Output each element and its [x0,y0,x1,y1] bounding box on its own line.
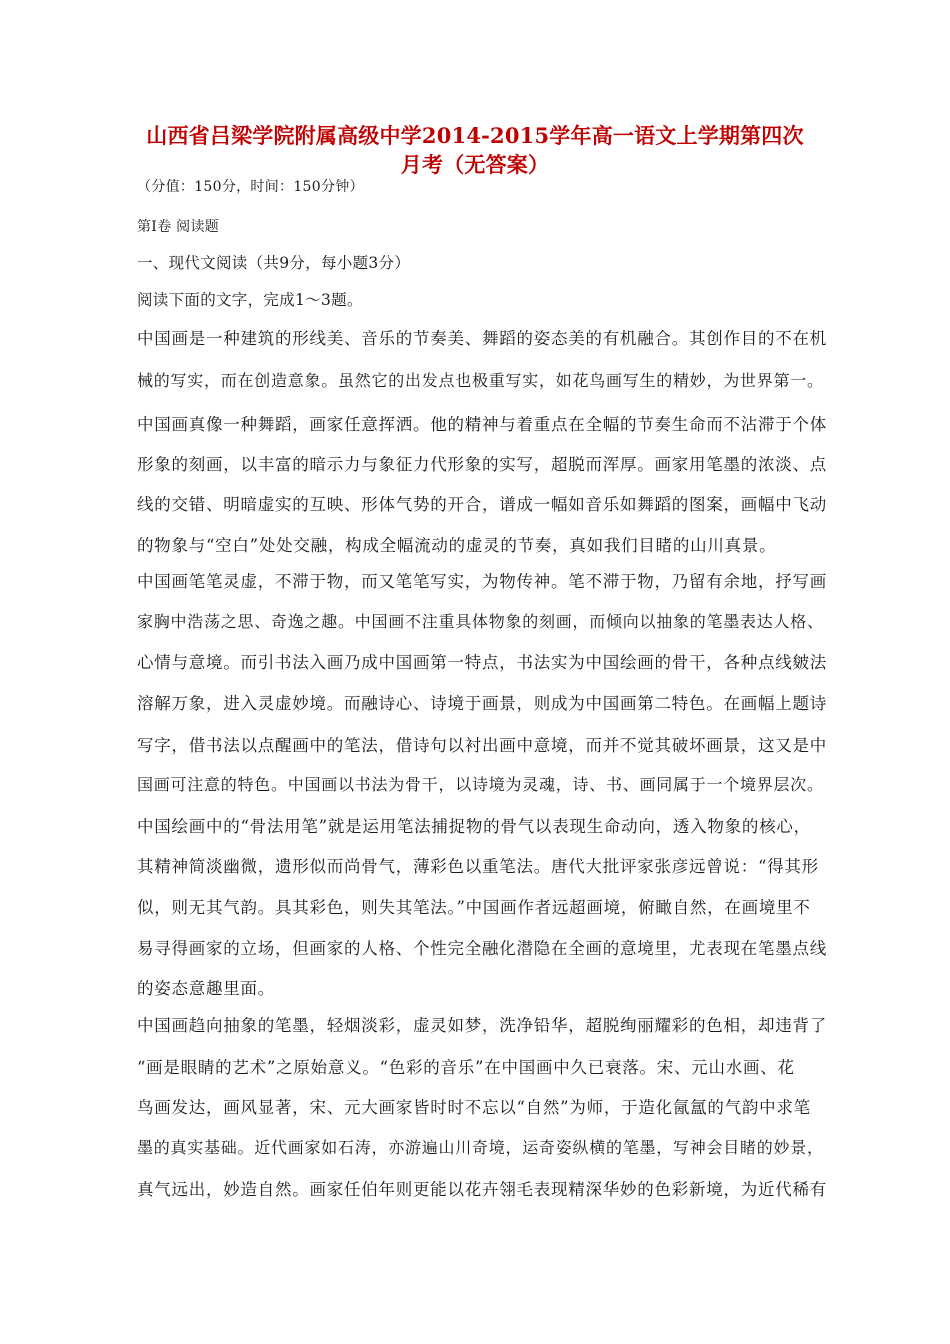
paragraph-line: 写字，借书法以点醒画中的笔法，借诗句以衬出画中意境，而并不觉其破坏画景，这又是中 [137,736,827,755]
paragraph-line: 鸟画发达，画风显著，宋、元大画家皆时时不忘以“自然”为师，于造化氤氲的气韵中求笔 [137,1098,811,1117]
paragraph-line: 溶解万象，进入灵虚妙境。而融诗心、诗境于画景，则成为中国画第二特色。在画幅上题诗 [137,694,827,713]
paragraph-line: 易寻得画家的立场，但画家的人格、个性完全融化潜隐在全画的意境里，尤表现在笔墨点线 [137,939,827,958]
paragraph-line: 真气远出，妙造自然。画家任伯年则更能以花卉翎毛表现精深华妙的色彩新境，为近代稀有 [137,1180,827,1199]
paragraph-line: 中国画趋向抽象的笔墨，轻烟淡彩，虚灵如梦，洗净铅华，超脱绚丽耀彩的色相，却违背了 [137,1016,827,1035]
part-heading: 第Ⅰ卷 阅读题 [137,219,220,235]
reading-instruction: 阅读下面的文字，完成1～3题。 [137,291,363,309]
section-heading: 一、现代文阅读（共9分，每小题3分） [137,254,411,272]
paragraph-line: 械的写实，而在创造意象。虽然它的出发点也极重写实，如花鸟画写生的精妙，为世界第一。 [137,371,824,390]
paragraph-line: 似，则无其气韵。具其彩色，则失其笔法。”中国画作者远超画境，俯瞰自然，在画境里不 [137,898,811,917]
title-line: 山西省吕梁学院附属高级中学2014-2015学年高一语文上学期第四次 [146,123,804,148]
paragraph-line: 中国绘画中的“骨法用笔”就是运用笔法捕捉物的骨气以表现生命动向，透入物象的核心， [137,817,811,836]
paragraph-line: 家胸中浩荡之思、奇逸之趣。中国画不注重具体物象的刻画，而倾向以抽象的笔墨表达人格、 [137,612,824,631]
paragraph-line: 国画可注意的特色。中国画以书法为骨干，以诗境为灵魂，诗、书、画同属于一个境界层次。 [137,775,824,794]
paragraph-line: 的物象与“空白”处处交融，构成全幅流动的虚灵的节奏，真如我们目睹的山川真景。 [137,536,777,555]
paragraph-line: 中国画是一种建筑的形线美、音乐的节奏美、舞蹈的姿态美的有机融合。其创作目的不在机 [137,329,827,348]
paragraph-line: 形象的刻画，以丰富的暗示力与象征力代形象的实写，超脱而浑厚。画家用笔墨的浓淡、点 [137,455,827,474]
paragraph-line: 其精神简淡幽微，遗形似而尚骨气，薄彩色以重笔法。唐代大批评家张彦远曾说：“得其形 [137,857,819,876]
paragraph-line: 中国画笔笔灵虚，不滞于物，而又笔笔写实，为物传神。笔不滞于物，乃留有余地，抒写画 [137,572,827,591]
paragraph-line: 墨的真实基础。近代画家如石涛，亦游遍山川奇境，运奇姿纵横的笔墨，写神会目睹的妙景， [137,1138,824,1157]
paragraph-line: 的姿态意趣里面。 [137,979,275,998]
paragraph-line: “画是眼睛的艺术”之原始意义。“色彩的音乐”在中国画中久已衰落。宋、元山水画、花 [137,1058,795,1077]
paragraph-line: 中国画真像一种舞蹈，画家任意挥洒。他的精神与着重点在全幅的节奏生命而不沾滞于个体 [137,415,827,434]
paragraph-line: 线的交错、明暗虚实的互映、形体气势的开合，谱成一幅如音乐如舞蹈的图案，画幅中飞动 [137,495,827,514]
title-line: 月考（无答案） [400,152,550,177]
paragraph-line: 心情与意境。而引书法入画乃成中国画第一特点，书法实为中国绘画的骨干，各种点线皴法 [137,653,827,672]
document-title [120,121,830,179]
score-time-info: （分值：150分，时间：150分钟） [137,179,364,195]
